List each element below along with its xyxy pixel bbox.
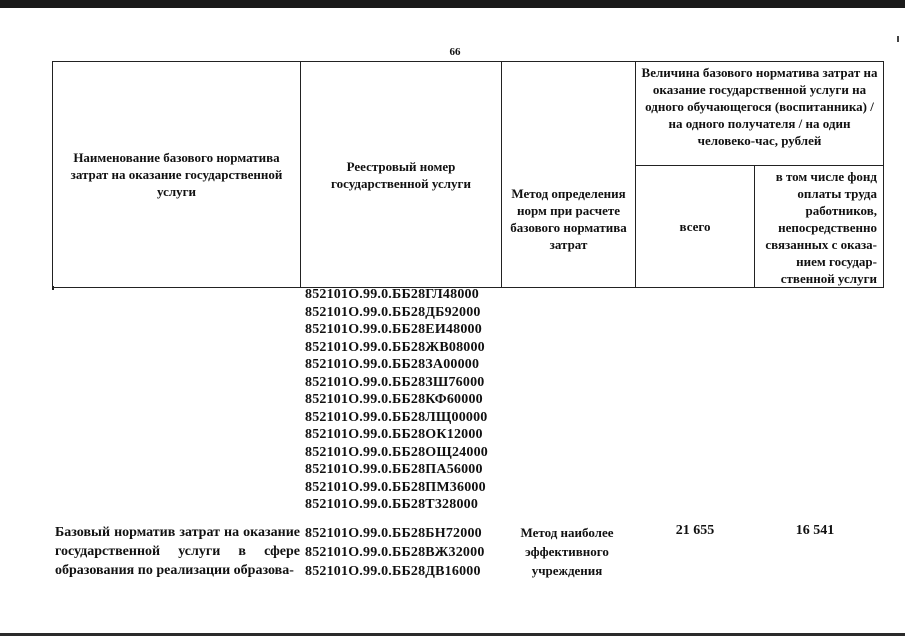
registry-code: 852101О.99.0.ББ28ДБ92000 bbox=[305, 304, 481, 320]
registry-code: 852101О.99.0.ББ28ЛЩ00000 bbox=[305, 409, 488, 425]
scan-edge-mark bbox=[897, 36, 899, 42]
row-method: Метод наиболее эффективного учреждения bbox=[520, 525, 614, 578]
scan-bottom-rule bbox=[0, 633, 905, 636]
row-total-value: 21 655 bbox=[675, 523, 715, 538]
header-fund-column: в том числе фонд оплаты труда работников, непосредственно связанных с оказа-нием государ-ственной услуги bbox=[755, 166, 884, 288]
registry-code: 852101О.99.0.ББ28Т328000 bbox=[305, 497, 479, 512]
header-method-column: Метод определения норм при расчете базового норматива затрат bbox=[502, 62, 636, 288]
header-table bbox=[52, 61, 884, 288]
registry-code: 852101О.99.0.ББ28ВЖ32000 bbox=[305, 545, 485, 560]
registry-code: 852101О.99.0.ББ28ДВ16000 bbox=[305, 564, 481, 579]
header-total-column: всего bbox=[636, 166, 755, 288]
registry-code: 852101О.99.0.ББ28БН72000 bbox=[305, 526, 482, 541]
registry-code: 852101О.99.0.ББ28ПМ36000 bbox=[305, 479, 486, 495]
header-name-column: Наименование базового норматива затрат на оказание государственной услуги bbox=[53, 62, 301, 288]
registry-code: 852101О.99.0.ББ28ЖВ08000 bbox=[305, 339, 485, 355]
registry-code: 852101О.99.0.ББ28ОК12000 bbox=[305, 427, 483, 442]
header-registry-column: Реестровый номер государственной услуги bbox=[301, 62, 502, 288]
page-number: 66 bbox=[449, 46, 461, 58]
registry-code: 852101О.99.0.ББ28ЗА00000 bbox=[305, 357, 480, 372]
registry-code: 852101О.99.0.ББ28ОЩ24000 bbox=[305, 444, 488, 460]
registry-code: 852101О.99.0.ББ28ЗШ76000 bbox=[305, 374, 485, 390]
header-magnitude-column: Величина базового норматива затрат на оказание государственной услуги на одного обучающегося (воспитанника) / на одного получателя / на один человеко-час, рублей bbox=[636, 62, 884, 166]
continued-registry-codes bbox=[305, 286, 488, 514]
row-service-name: Базовый норматив затрат на оказание государственной услуги в сфере образования по реализации образова- bbox=[55, 525, 300, 578]
registry-code: 852101О.99.0.ББ28ГЛ48000 bbox=[305, 287, 479, 302]
scan-top-border bbox=[0, 0, 905, 8]
registry-code: 852101О.99.0.ББ28ЕИ48000 bbox=[305, 322, 482, 337]
row-fund-value: 16 541 bbox=[795, 523, 835, 538]
registry-code: 852101О.99.0.ББ28КФ60000 bbox=[305, 392, 483, 407]
registry-code: 852101О.99.0.ББ28ПА56000 bbox=[305, 462, 483, 477]
table-left-rule bbox=[52, 286, 54, 290]
row-registry-codes bbox=[305, 524, 485, 581]
